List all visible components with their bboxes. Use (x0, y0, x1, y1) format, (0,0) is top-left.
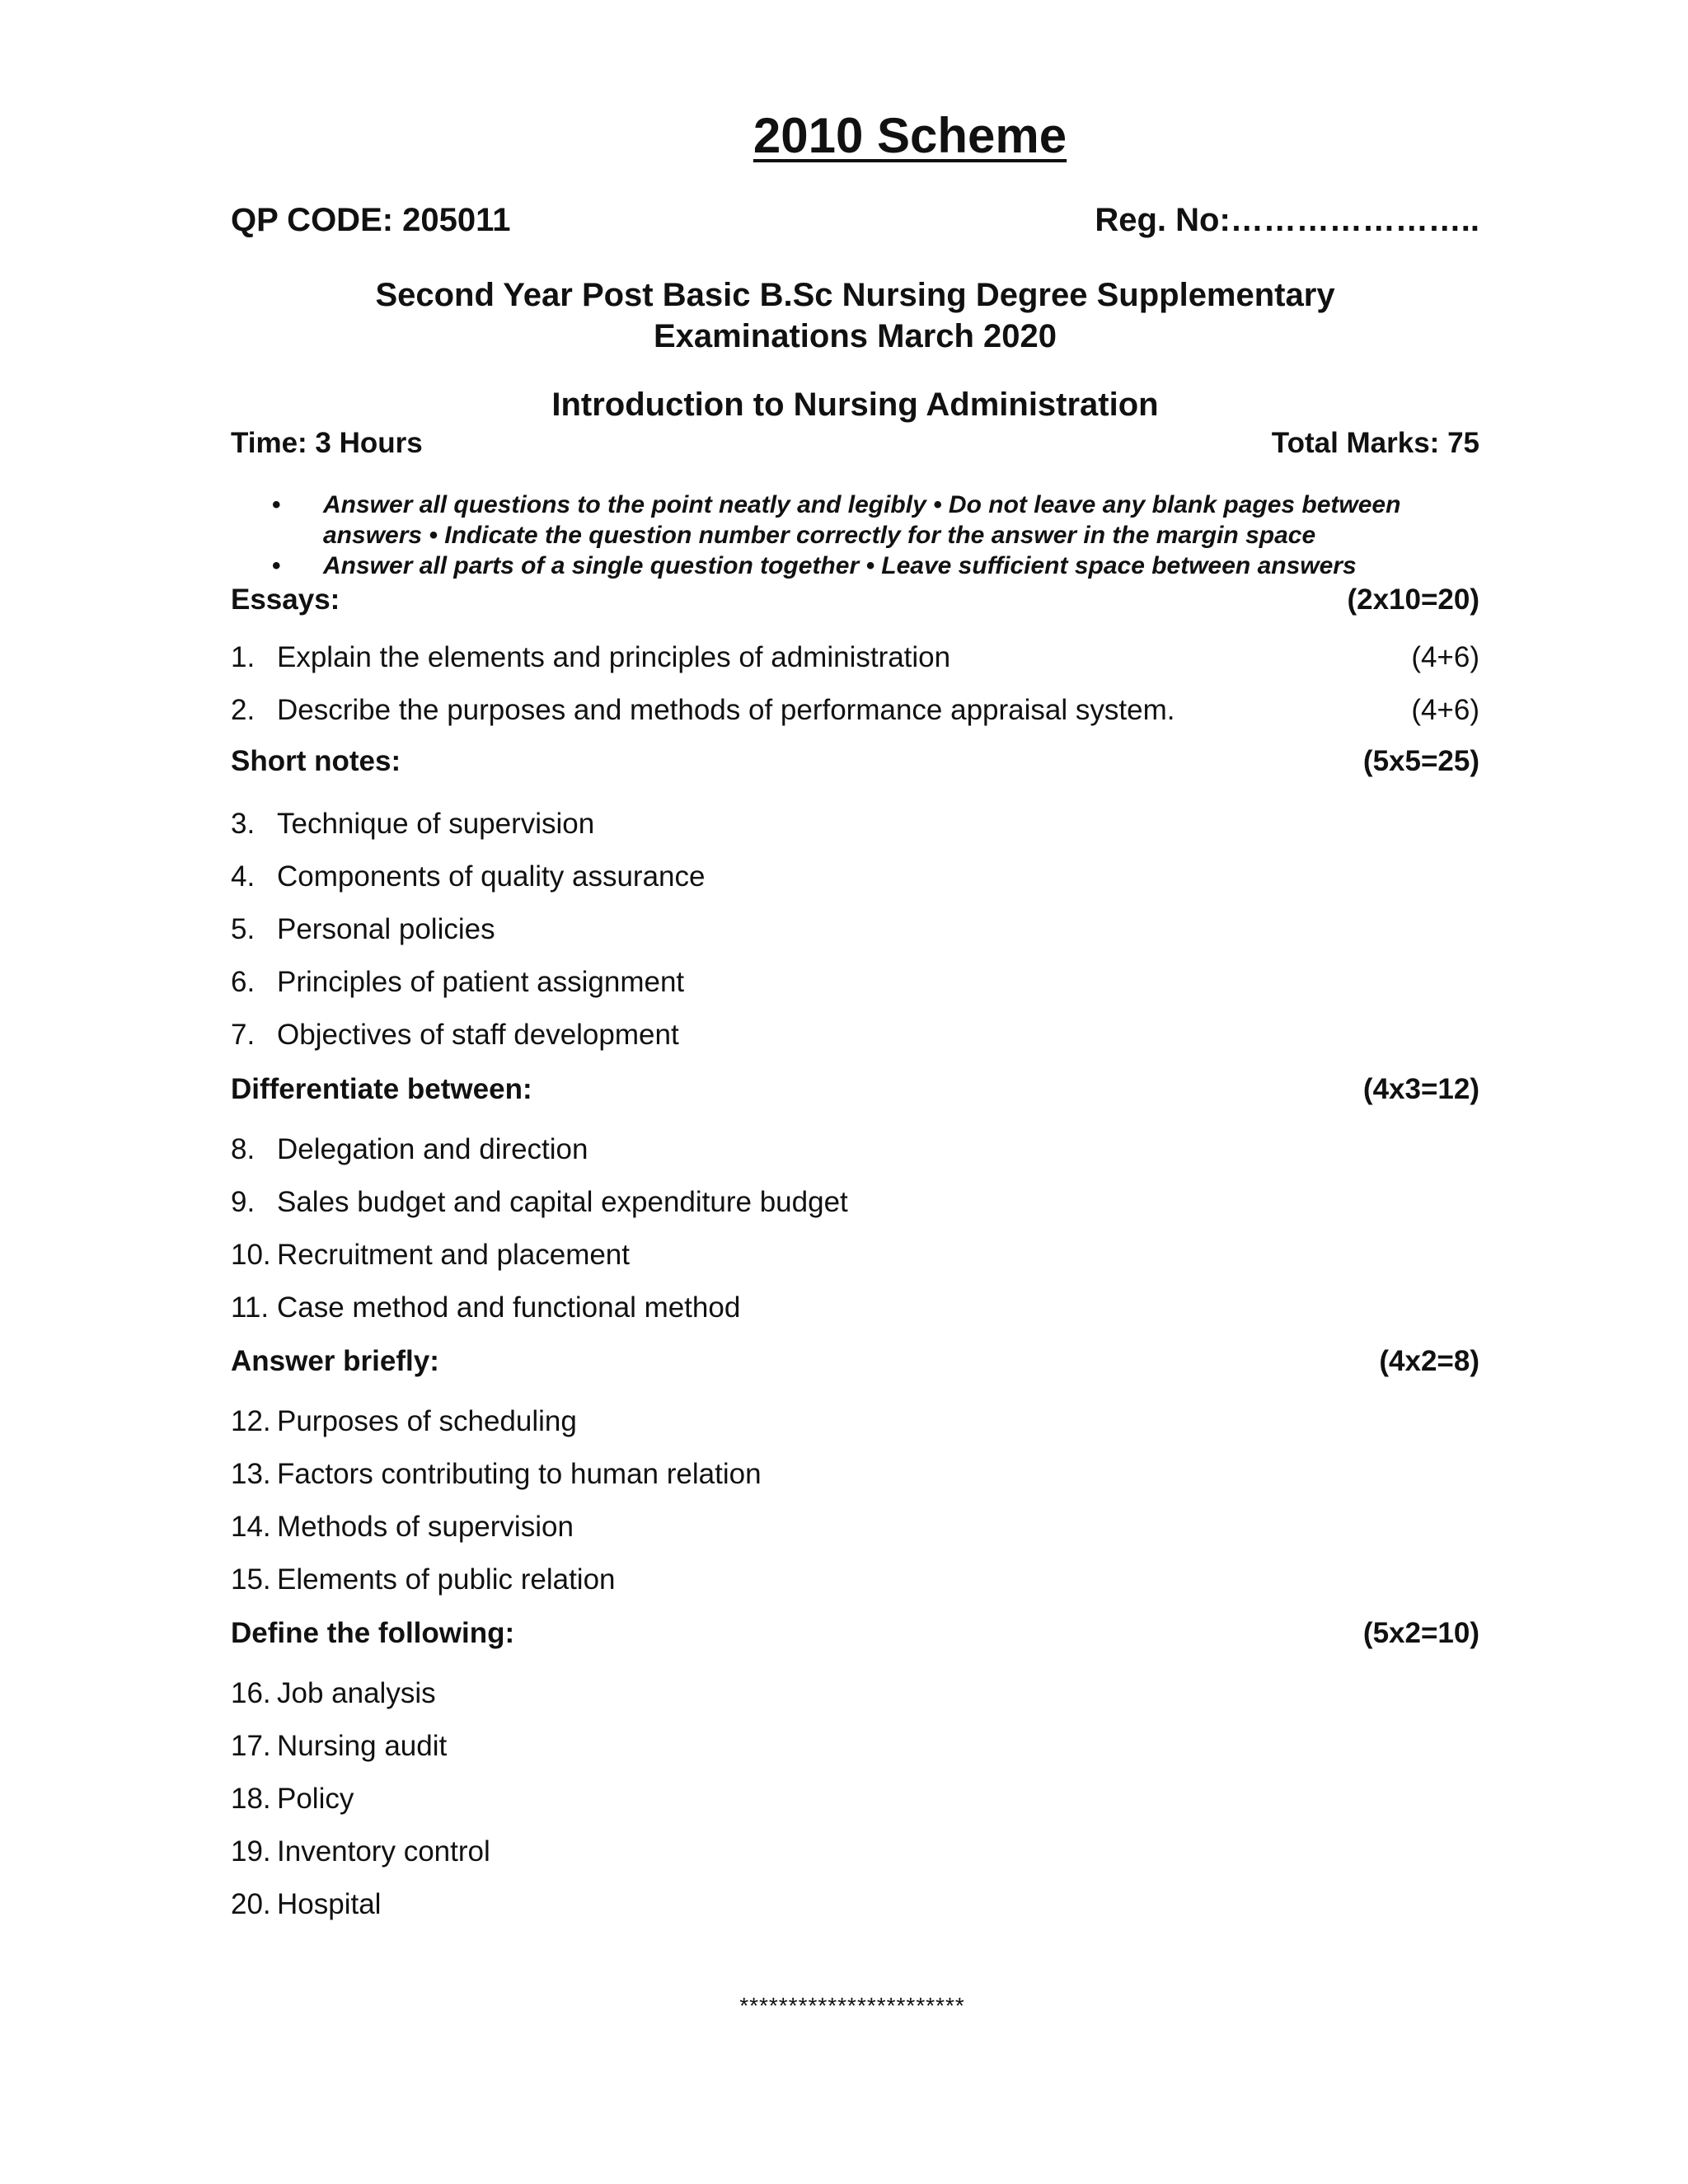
section-title: Answer briefly: (231, 1345, 439, 1377)
question-text: Describe the purposes and methods of performance appraisal system. (277, 694, 1175, 726)
question-number: 4. (231, 860, 256, 893)
question-number: 12. (231, 1405, 271, 1437)
question-item (231, 1783, 1479, 1835)
question-number: 13. (231, 1458, 271, 1490)
instruction-item (272, 490, 1479, 551)
section-header-answer-briefly (231, 1345, 1479, 1378)
question-item (231, 1186, 1479, 1239)
question-list-answer-briefly (231, 1405, 1479, 1616)
question-list-short-notes (231, 808, 1479, 1071)
question-text: Job analysis (277, 1677, 436, 1709)
section-header-differentiate (231, 1073, 1479, 1106)
question-number: 3. (231, 808, 256, 840)
question-number: 17. (231, 1730, 271, 1762)
time-marks-row (231, 427, 1479, 460)
question-text: Hospital (277, 1888, 382, 1920)
section-title: Define the following: (231, 1617, 515, 1649)
section-header-define (231, 1617, 1479, 1650)
question-number: 8. (231, 1133, 256, 1165)
question-text: Explain the elements and principles of administration (277, 641, 951, 673)
question-number: 15. (231, 1563, 271, 1596)
question-item (231, 694, 1479, 747)
section-marks: (5x5=25) (1362, 745, 1479, 777)
question-number: 5. (231, 913, 256, 945)
question-text: Components of quality assurance (277, 860, 706, 893)
question-item (231, 808, 1479, 860)
question-item (231, 1239, 1479, 1291)
reg-no: Reg. No:………………….. (1095, 202, 1479, 238)
question-text: Sales budget and capital expenditure budget (277, 1186, 848, 1218)
question-item (231, 641, 1479, 694)
question-number: 18. (231, 1783, 271, 1815)
question-marks: (4+6) (1411, 641, 1479, 673)
question-item (231, 1405, 1479, 1458)
question-list-essays (231, 641, 1479, 747)
question-marks: (4+6) (1411, 694, 1479, 726)
question-item (231, 1291, 1479, 1344)
question-item (231, 1730, 1479, 1783)
time-duration: Time: 3 Hours (231, 427, 423, 459)
exam-title (231, 274, 1479, 357)
question-text: Technique of supervision (277, 808, 595, 840)
scheme-title: 2010 Scheme (753, 108, 1067, 163)
section-header-short-notes (231, 745, 1479, 778)
question-number: 16. (231, 1677, 271, 1709)
question-text: Methods of supervision (277, 1511, 574, 1543)
question-text: Inventory control (277, 1835, 490, 1868)
qp-code-row (231, 202, 1479, 239)
question-number: 1. (231, 641, 256, 673)
section-title: Differentiate between: (231, 1073, 532, 1105)
question-text: Nursing audit (277, 1730, 448, 1762)
section-marks: (5x2=10) (1362, 1617, 1479, 1649)
instructions-list (272, 490, 1479, 581)
bullet-icon: • (272, 491, 281, 518)
question-item (231, 1511, 1479, 1563)
question-item (231, 1888, 1479, 1941)
subject-title: Introduction to Nursing Administration (551, 387, 1159, 423)
section-marks: (4x3=12) (1362, 1073, 1479, 1105)
question-text: Elements of public relation (277, 1563, 616, 1596)
exam-title-line-2: Examinations March 2020 (653, 318, 1057, 354)
question-item (231, 1019, 1479, 1071)
question-number: 10. (231, 1239, 271, 1271)
question-number: 14. (231, 1511, 271, 1543)
instruction-item (272, 551, 1479, 581)
question-item (231, 1677, 1479, 1730)
instruction-line: Answer all parts of a single question together • Leave sufficient space between answers (323, 552, 1357, 579)
question-item (231, 966, 1479, 1019)
question-item (231, 1563, 1479, 1616)
question-text: Policy (277, 1783, 354, 1815)
question-text: Principles of patient assignment (277, 966, 685, 998)
question-item (231, 913, 1479, 966)
question-text: Case method and functional method (277, 1291, 741, 1324)
section-title: Short notes: (231, 745, 401, 777)
question-list-differentiate (231, 1133, 1479, 1344)
question-text: Personal policies (277, 913, 495, 945)
question-item (231, 1133, 1479, 1186)
question-number: 20. (231, 1888, 271, 1920)
question-item (231, 1458, 1479, 1511)
question-number: 7. (231, 1019, 256, 1051)
question-number: 6. (231, 966, 256, 998)
question-item (231, 860, 1479, 913)
section-marks: (2x10=20) (1347, 583, 1479, 616)
section-title: Essays: (231, 583, 340, 616)
question-text: Recruitment and placement (277, 1239, 630, 1271)
qp-code: QP CODE: 205011 (231, 202, 511, 238)
question-text: Factors contributing to human relation (277, 1458, 762, 1490)
question-list-define (231, 1677, 1479, 1941)
bullet-icon: • (272, 552, 281, 579)
footer-stars: *********************** (739, 1993, 965, 2018)
instruction-line: Answer all questions to the point neatly and legibly • Do not leave any blank pages between (323, 491, 1401, 518)
question-text: Purposes of scheduling (277, 1405, 577, 1437)
question-number: 2. (231, 694, 256, 726)
section-header-essays (231, 583, 1479, 616)
instruction-line: answers • Indicate the question number correctly for the answer in the margin space (323, 522, 1316, 549)
question-number: 19. (231, 1835, 271, 1868)
question-number: 11. (231, 1291, 270, 1324)
section-marks: (4x2=8) (1379, 1345, 1479, 1377)
question-text: Objectives of staff development (277, 1019, 679, 1051)
question-text: Delegation and direction (277, 1133, 588, 1165)
total-marks: Total Marks: 75 (1271, 427, 1479, 459)
question-number: 9. (231, 1186, 256, 1218)
exam-title-line-1: Second Year Post Basic B.Sc Nursing Degree Supplementary (375, 277, 1335, 313)
question-item (231, 1835, 1479, 1888)
